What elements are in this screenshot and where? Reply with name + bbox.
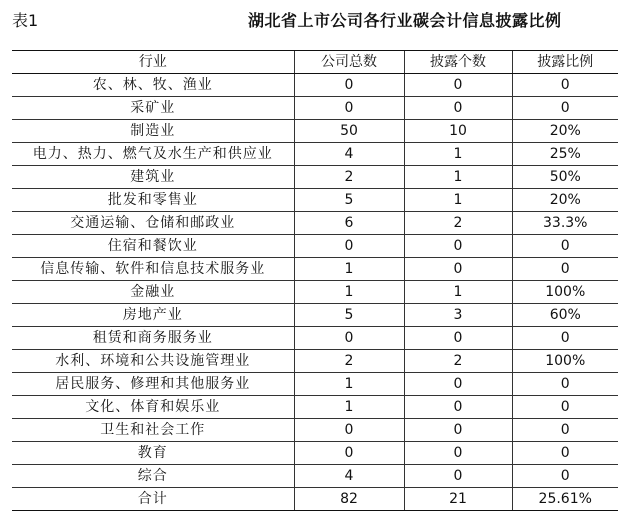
total-cell: 50 [294,120,404,143]
industry-cell: 交通运输、仓储和邮政业 [12,212,294,235]
ratio-cell: 0 [512,419,618,442]
total-cell: 4 [294,465,404,488]
table-row [12,143,618,166]
ratio-cell: 25.61% [512,488,618,511]
disclosed-cell: 10 [404,120,512,143]
table-label: 表1 [12,11,39,30]
industry-cell: 教育 [12,442,294,465]
total-cell: 4 [294,143,404,166]
table-row [12,396,618,419]
total-cell: 1 [294,396,404,419]
ratio-cell: 20% [512,120,618,143]
total-cell: 0 [294,74,404,97]
industry-cell: 综合 [12,465,294,488]
disclosed-cell: 1 [404,281,512,304]
ratio-cell: 0 [512,97,618,120]
industry-cell: 卫生和社会工作 [12,419,294,442]
header-row [12,51,618,74]
ratio-cell: 0 [512,74,618,97]
table-row [12,235,618,258]
total-cell: 0 [294,327,404,350]
disclosed-cell: 0 [404,235,512,258]
ratio-cell: 0 [512,396,618,419]
disclosure-table [12,50,618,511]
table-row [12,419,618,442]
header-disclosed-count: 披露个数 [404,51,512,74]
industry-cell: 住宿和餐饮业 [12,235,294,258]
total-cell: 0 [294,235,404,258]
ratio-cell: 25% [512,143,618,166]
industry-cell: 水利、环境和公共设施管理业 [12,350,294,373]
total-cell: 0 [294,442,404,465]
disclosed-cell: 21 [404,488,512,511]
table-row [12,97,618,120]
ratio-cell: 33.3% [512,212,618,235]
industry-cell: 居民服务、修理和其他服务业 [12,373,294,396]
table-caption [12,6,622,30]
table-row [12,442,618,465]
ratio-cell: 0 [512,442,618,465]
table-row [12,373,618,396]
disclosed-cell: 0 [404,465,512,488]
ratio-cell: 0 [512,373,618,396]
disclosed-cell: 2 [404,350,512,373]
industry-cell: 金融业 [12,281,294,304]
table-row [12,189,618,212]
industry-cell: 批发和零售业 [12,189,294,212]
table-row [12,350,618,373]
total-cell: 5 [294,304,404,327]
disclosed-cell: 0 [404,373,512,396]
industry-cell: 文化、体育和娱乐业 [12,396,294,419]
disclosed-cell: 0 [404,396,512,419]
table-row [12,212,618,235]
total-cell: 1 [294,373,404,396]
disclosed-cell: 2 [404,212,512,235]
industry-cell: 电力、热力、燃气及水生产和供应业 [12,143,294,166]
industry-cell: 制造业 [12,120,294,143]
header-industry: 行业 [12,51,294,74]
ratio-cell: 100% [512,281,618,304]
ratio-cell: 0 [512,327,618,350]
disclosed-cell: 0 [404,74,512,97]
ratio-cell: 50% [512,166,618,189]
industry-cell: 房地产业 [12,304,294,327]
ratio-cell: 0 [512,258,618,281]
disclosed-cell: 0 [404,327,512,350]
table-row [12,281,618,304]
table-row [12,327,618,350]
table-row [12,304,618,327]
total-cell: 2 [294,350,404,373]
industry-cell: 合计 [12,488,294,511]
table-row [12,74,618,97]
disclosed-cell: 0 [404,419,512,442]
ratio-cell: 0 [512,235,618,258]
industry-cell: 租赁和商务服务业 [12,327,294,350]
total-cell: 6 [294,212,404,235]
table-row [12,166,618,189]
industry-cell: 采矿业 [12,97,294,120]
ratio-cell: 100% [512,350,618,373]
industry-cell: 建筑业 [12,166,294,189]
ratio-cell: 60% [512,304,618,327]
disclosed-cell: 3 [404,304,512,327]
table-row [12,258,618,281]
table-row [12,465,618,488]
disclosed-cell: 0 [404,442,512,465]
total-cell: 82 [294,488,404,511]
total-cell: 0 [294,419,404,442]
table-body [12,74,618,511]
total-row [12,488,618,511]
table-row [12,120,618,143]
total-cell: 1 [294,258,404,281]
disclosed-cell: 0 [404,258,512,281]
disclosed-cell: 0 [404,97,512,120]
disclosed-cell: 1 [404,189,512,212]
disclosed-cell: 1 [404,143,512,166]
table-title: 湖北省上市公司各行业碳会计信息披露比例 [248,11,562,30]
ratio-cell: 0 [512,465,618,488]
industry-cell: 信息传输、软件和信息技术服务业 [12,258,294,281]
disclosed-cell: 1 [404,166,512,189]
header-total-companies: 公司总数 [294,51,404,74]
total-cell: 0 [294,97,404,120]
total-cell: 2 [294,166,404,189]
header-disclosure-ratio: 披露比例 [512,51,618,74]
industry-cell: 农、林、牧、渔业 [12,74,294,97]
total-cell: 5 [294,189,404,212]
total-cell: 1 [294,281,404,304]
ratio-cell: 20% [512,189,618,212]
